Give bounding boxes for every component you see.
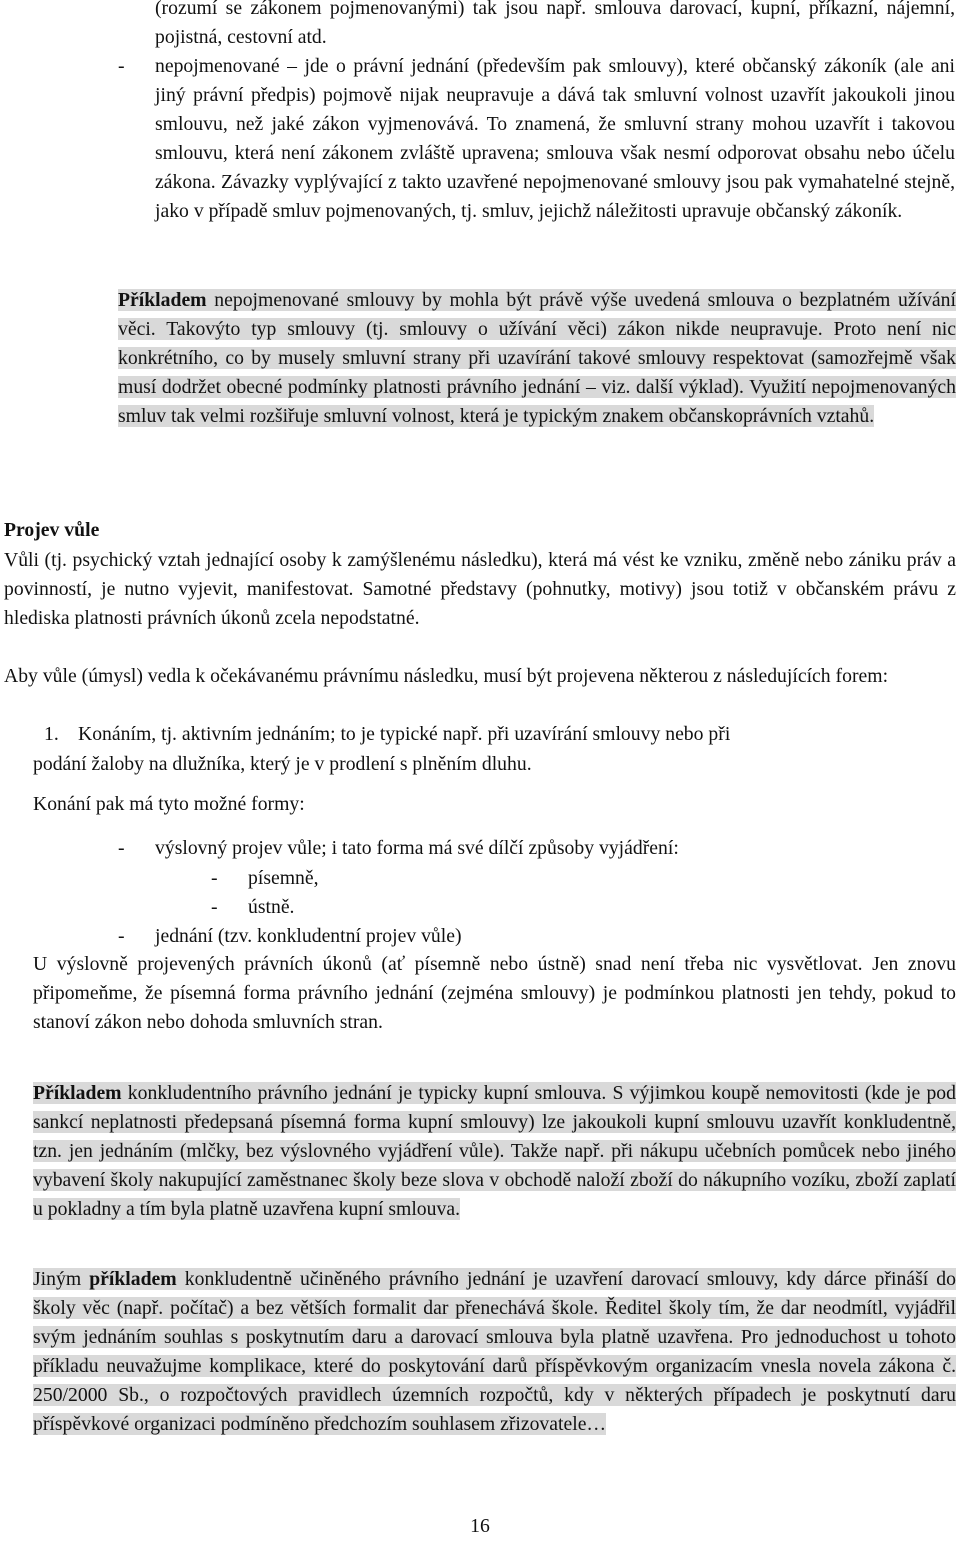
example-unnamed-contract [118,286,956,431]
example-label: příkladem [89,1268,177,1290]
example-label: Příkladem [118,289,207,311]
example-text: nepojmenované smlouvy by mohla být právě výše uvedená smlouva o bezplatném užívání věci. Takovýto typ smlouvy (tj. smlouvy o užívání věci) zákon nikde neupravuje. Proto není nic konkrétního, co by musely smluvní strany při uzavírání takové smlouvy respektovat (samozřejmě však musí dodržet obecné podmínky platnosti právního jednání – viz. další výklad). Využití nepojmenovaných smluv tak velmi rozšiřuje smluvní volnost, která je typickým znakem občanskoprávních vztahů. [118,289,956,427]
example-prefix: Jiným [33,1268,90,1290]
form-subitem: písemně, [248,867,319,889]
unnamed-contracts-paragraph: nepojmenované – jde o právní jednání (především pak smlouvy), které občanský zákoník (ale ani jiný právní předpis) pojmově nijak neupravuje a dává tak smluvní volnost uzavřít jakoukoli jinou smlouvu, než jaké zákon vyjmenovává. To znamená, že smluvní strany mohou uzavřít i takovou smlouvu, která není zákonem zvláště upravena; smlouva však nesmí odporovat obsahu nebo účelu zákona. Závazky vyplývající z takto uzavřené nepojmenované smlouvy jsou pak vymahatelné stejně, jako v případě smluv pojmenovaných, tj. smluv, jejichž náležitosti upravuje občanský zákoník. [155,55,955,222]
forms-intro: Konání pak má tyto možné formy: [33,793,305,815]
will-forms-paragraph: Aby vůle (úmysl) vedla k očekávanému právnímu následku, musí být projevena některou z následujících forem: [4,665,889,687]
example-text: konkludentně učiněného právního jednání je uzavření darovací smlouvy, kdy dárce přináší do školy věc (např. počítač) a bez větších formalit dar přenechává škole. Ředitel školy tím, že dar neodmítl, vyjádřil svým jednáním souhlas s poskytnutím daru a darovací smlouva byla platně uzavřena. Pro jednoduchost u tohoto příkladu neuvažujme komplikace, které do poskytování darů příspěvkovým organizacím vnesla novela zákona č. 250/2000 Sb., o rozpočtových pravidlech územních rozpočtů, kdy v některých případech je poskytnutí daru příspěvkové organizaci podmíněno předchozím souhlasem zřizovatele… [33,1268,956,1435]
list-number: 1. [44,723,59,745]
express-acts-paragraph: U výslovně projevených právních úkonů (ať písemně nebo ústně) snad není třeba nic vysvětlovat. Jen znovu připomeňme, že písemná forma právního jednání (zejména smlouvy) je podmínkou platnosti jen tehdy, pokud to stanoví zákon nebo dohoda smluvních stran. [33,953,956,1033]
list-item-text: Konáním, tj. aktivním jednáním; to je typické např. při uzavírání smlouvy nebo při [78,723,731,745]
section-heading: Projev vůle [4,519,100,541]
list-dash: - [211,867,218,889]
form-subitem: ústně. [248,896,295,918]
page-number: 16 [470,1515,490,1537]
example-label: Příkladem [33,1082,122,1104]
list-dash: - [118,837,125,859]
list-item-continuation: podání žaloby na dlužníka, který je v prodlení s plněním dluhu. [33,753,532,775]
form-item: jednání (tzv. konkludentní projev vůle) [155,925,462,947]
list-dash: - [118,925,125,947]
example-implied-purchase [33,1079,956,1224]
list-dash: - [211,896,218,918]
named-contracts-continuation: (rozumí se zákonem pojmenovanými) tak jsou např. smlouva darovací, kupní, příkazní, nájemní, pojistná, cestovní atd. [155,0,955,48]
example-text: konkludentního právního jednání je typicky kupní smlouva. S výjimkou koupě nemovitosti (kde je pod sankcí neplatnosti předepsaná písemná forma kupní smlouvy) lze jakoukoli kupní smlouvu uzavřít konkludentně, tzn. jen jednáním (mlčky, bez výslovného vyjádření vůle). Takže např. při nákupu učebních pomůcek nebo jiného vybavení školy nakupující zaměstnanec školy beze slova v obchodě naloží zboží do nákupního vozíku, zboží zaplatí u pokladny a tím byla platně uzavřena kupní smlouva. [33,1082,956,1220]
example-implied-gift [33,1265,956,1439]
will-definition-paragraph: Vůli (tj. psychický vztah jednající osoby k zamýšlenému následku), která má vést ke vzniku, změně nebo zániku práv a povinností, je nutno vyjevit, manifestovat. Samotné představy (pohnutky, motivy) jsou totiž v občanském právu z hlediska platnosti právních úkonů zcela nepodstatné. [4,549,956,629]
list-dash: - [118,55,125,77]
form-item: výslovný projev vůle; i tato forma má své dílčí způsoby vyjádření: [155,837,679,859]
